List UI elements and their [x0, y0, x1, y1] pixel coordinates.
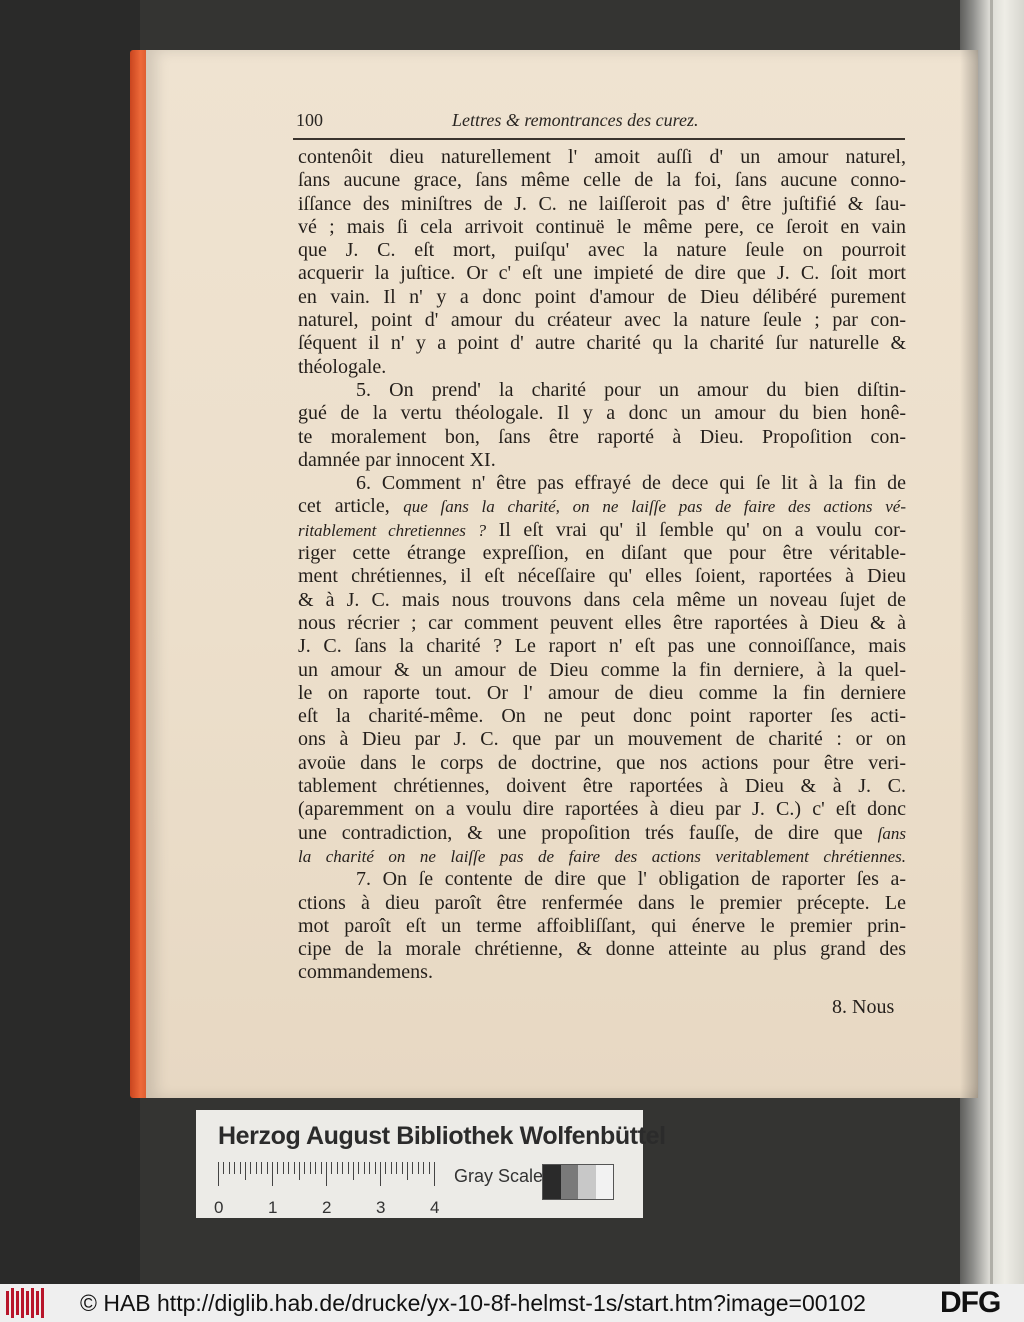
background [0, 0, 140, 1284]
text-line: ment chrétiennes, il eſt néceſſaire qu' elles ſoient, raportées à Dieu [298, 565, 906, 588]
ruler-tick [234, 1162, 235, 1174]
logo-bar [26, 1291, 29, 1315]
italic-quote: ſans [877, 823, 906, 843]
ruler-tick [223, 1162, 224, 1174]
ruler-tick [337, 1162, 338, 1174]
ruler-tick [364, 1162, 365, 1174]
text-line: 7. On ſe contente de dire que l' obligation de raporter ſes a- [356, 868, 906, 891]
text-line: gué de la vertu théologale. Il y a donc un amour du bien honê- [298, 402, 906, 425]
ruler-tick [304, 1162, 305, 1174]
text-line: commandemens. [298, 961, 433, 984]
page-header [296, 110, 906, 136]
ruler-tick [396, 1162, 397, 1174]
gray-swatch [543, 1165, 561, 1199]
text-line: nous récrier ; car comment peuvent elles être raportées à Dieu & à [298, 611, 906, 634]
ruler-number: 1 [268, 1198, 278, 1217]
text-line: 6. Comment n' être pas effrayé de dece qui ſe lit à la fin de [356, 472, 906, 495]
book-edge-line [990, 0, 993, 1284]
ruler-tick [240, 1162, 241, 1174]
ruler-tick [326, 1162, 327, 1186]
ruler-tick [423, 1162, 424, 1174]
gray-swatch [578, 1165, 596, 1199]
ruler-tick [272, 1162, 273, 1186]
text-line: contenôit dieu naturellement l' amoit auſſi d' un amour naturel, [298, 146, 906, 168]
ruler-tick [391, 1162, 392, 1174]
ruler-tick [429, 1162, 430, 1174]
logo-bar [41, 1288, 44, 1318]
header-rule [293, 138, 905, 140]
ruler-tick [412, 1162, 413, 1174]
ruler-tick [294, 1162, 295, 1174]
copyright-url: © HAB http://diglib.hab.de/drucke/yx-10-8f-helmst-1s/start.htm?image=00102 [80, 1290, 866, 1316]
ruler-tick [369, 1162, 370, 1174]
logo-bar [31, 1288, 34, 1318]
text-line: iſſance des miniſtres de J. C. ne laiſſeroit pas d' être juſtifié & ſau- [298, 192, 906, 215]
ruler-number: 0 [214, 1198, 224, 1217]
ruler-tick [256, 1162, 257, 1174]
text-line [298, 495, 906, 518]
ruler-tick [321, 1162, 322, 1174]
text-line: en vain. Il n' y a donc point d'amour de Dieu délibéré purement [298, 285, 906, 308]
logo-bar [21, 1288, 24, 1318]
ruler-tick [353, 1162, 354, 1180]
library-name: Herzog August Bibliothek Wolfenbüttel [218, 1122, 666, 1150]
text-line [298, 519, 906, 542]
text-line: vé ; mais ſi cela arrivoit continuë le même pere, ce ſeroit en vain [298, 215, 906, 238]
catchword: 8. Nous [832, 996, 895, 1018]
text-line: naturel, point d' amour du créateur avec la nature ſeule ; par con- [298, 309, 906, 332]
text-line [298, 822, 906, 845]
italic-quote: la charité on ne laiſſe pas de faire des actions veritablement chrétiennes. [298, 846, 906, 866]
ruler-tick [385, 1162, 386, 1174]
text-line: te moralement bon, ſans être raporté à Dieu. Propoſition con- [298, 425, 906, 448]
text-line: un amour & un amour de Dieu comme la fin derniere, à la quel- [298, 658, 906, 681]
library-color-card [196, 1110, 666, 1218]
text-line: ſans aucune grace, ſans même celle de la foi, ſans aucune conno- [298, 169, 906, 192]
ruler-tick [267, 1162, 268, 1174]
ruler-number: 3 [376, 1198, 386, 1217]
ruler-tick [342, 1162, 343, 1174]
ruler-tick [245, 1162, 246, 1180]
text-line: mot paroît eſt un terme affoibliſſant, qui énerve le premier prin- [298, 914, 906, 937]
logo-bar [36, 1291, 39, 1315]
text-span: une contradiction, & une propoſition trés fauſſe, de dire que [298, 821, 863, 844]
ruler-tick [283, 1162, 284, 1174]
text-line: 5. On prend' la charité pour un amour du bien diſtin- [356, 378, 906, 401]
text-line: riger cette étrange expreſſion, en diſant que pour être véritable- [298, 542, 906, 565]
dfg-logo: DFG [936, 1286, 1000, 1320]
ruler-tick [277, 1162, 278, 1174]
text-line: eſt la charité-même. On ne peut donc point raporter ſes acti- [298, 705, 906, 728]
ruler-tick [310, 1162, 311, 1174]
ruler-tick [375, 1162, 376, 1174]
text-line: tablement chrétiennes, doivent être raportées à Dieu & à J. C. [298, 775, 906, 798]
text-line: ctions à dieu paroît être renfermée dans le premier précepte. Le [298, 891, 906, 914]
ruler-number: 4 [430, 1198, 440, 1217]
ruler-tick [380, 1162, 381, 1186]
ruler-tick [288, 1162, 289, 1174]
ruler-tick [418, 1162, 419, 1174]
italic-quote: ritablement chretiennes ? [298, 520, 487, 540]
text-line: damnée par innocent XI. [298, 448, 496, 471]
text-line: ſéquent il n' y a point d' autre charité qu la charité ſur naturelle & [298, 332, 906, 355]
page-gutter-shadow [960, 50, 978, 1098]
text-line: J. C. ſans la charité ? Le raport n' eſt pas une connoiſſance, mais [298, 635, 906, 658]
ruler-tick [407, 1162, 408, 1180]
text-line: ons à Dieu par J. C. que par un mouvement de charité : or on [298, 728, 906, 751]
logo-bar [16, 1291, 19, 1315]
ruler-tick [229, 1162, 230, 1174]
text-line: acquerir la juſtice. Or c' eſt une impieté de dire que J. C. ſoit mort [298, 262, 906, 285]
ruler-tick [434, 1162, 435, 1186]
running-title: Lettres & remontrances des curez. [452, 110, 699, 130]
ruler-tick [299, 1162, 300, 1180]
text-line: avoüe dans le corps de doctrine, que nos actions pour être veri- [298, 751, 906, 774]
gray-scale-label: Gray Scale [454, 1166, 544, 1186]
text-line: que J. C. eſt mort, puiſqu' avec la nature ſeule on pourroit [298, 239, 906, 262]
text-line: cipe de la morale chrétienne, & donne atteinte au plus grand des [298, 938, 906, 961]
gray-scale-swatches [542, 1164, 614, 1200]
ruler-tick [402, 1162, 403, 1174]
gray-swatch [596, 1165, 614, 1199]
text-line: & à J. C. mais nous trouvons dans cela même un noveau ſujet de [298, 588, 906, 611]
text-line: (aparemment on a voulu dire raportées à dieu par J. C.) c' eſt donc [298, 798, 906, 821]
ruler-tick [358, 1162, 359, 1174]
ruler-tick [331, 1162, 332, 1174]
scale-ruler [218, 1162, 440, 1186]
text-line: théologale. [298, 355, 387, 378]
ruler-tick [348, 1162, 349, 1174]
hab-barcode-logo-icon [6, 1288, 46, 1318]
ruler-number: 2 [322, 1198, 332, 1217]
text-line: le on raporte tout. Or l' amour de dieu comme la fin derniere [298, 681, 906, 704]
text-span: cet article, [298, 495, 390, 518]
ruler-tick [218, 1162, 219, 1186]
ruler-tick [315, 1162, 316, 1174]
text-span: Il eſt vrai qu' il ſemble qu' on a voulu cor- [498, 518, 906, 541]
footer-bar [0, 1284, 1024, 1322]
ruler-tick [250, 1162, 251, 1174]
logo-bar [11, 1288, 14, 1318]
italic-quote: que ſans la charité, on ne laiſſe pas de faire des actions vé- [403, 497, 906, 517]
page-body-text [298, 146, 906, 985]
ruler-tick [261, 1162, 262, 1174]
logo-bar [6, 1291, 9, 1315]
text-line [298, 845, 906, 868]
page-number: 100 [296, 110, 323, 130]
gray-swatch [561, 1165, 579, 1199]
